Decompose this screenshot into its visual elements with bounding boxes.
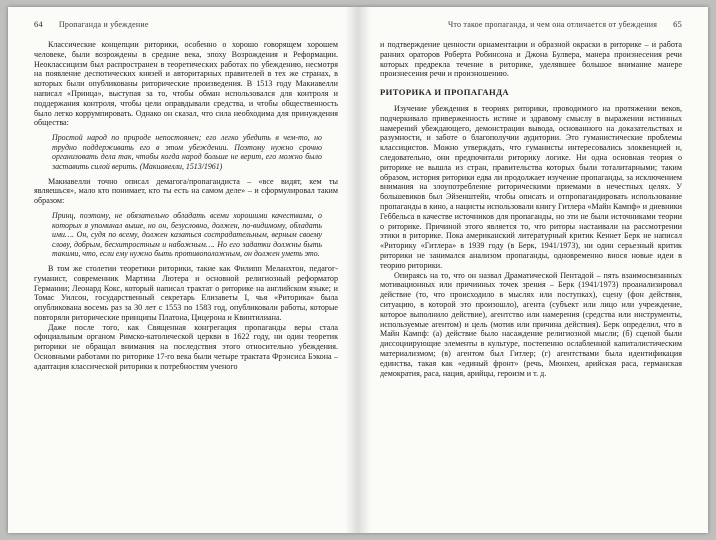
- section-heading: РИТОРИКА И ПРОПАГАНДА: [380, 87, 509, 98]
- paragraph: Классические концепции риторики, особенно о хорошо говорящем хорошем человеке, были возрождены в средние века, эпоху Возрождения и Реформации. Неоклассицизм был распространен в теоретических работах по убеждению, несмотря на появление деспотических князей и авторитарных правителей в тех же странах, в которых были опубликованы риторические произведения. В 1513 году Макиавелли написал «Принца», выступая за то, чтобы обман использовался для контроля и поддержания контроля, чтобы цели оправдывали средства, и чтобы общественность было легко коррумпировать. Однако он сказал, что сила необходима для принуждения общества:: [34, 40, 338, 128]
- paragraph: Макиавелли точно описал демагога/пропагандиста – «все видят, кем ты являешься», мало кто понимает, кто ты есть на самом деле» – и сформулировал таким образом:: [34, 176, 338, 206]
- right-header-title: Что такое пропаганда, и чем она отличается от убеждения: [448, 20, 658, 29]
- left-page-text: [34, 40, 338, 372]
- left-page: [8, 7, 358, 533]
- block-quote: Принц, поэтому, не обязательно обладать всеми хорошими качествами, о которых я упоминал выше, но он, безусловно, должен, по-видимому, обладать ими…. Он, судя по всему, должен казаться сострадательным, верным своему слову, добрым, бесхитростным и набожным…. Но его задатки должны быть такими, что, если ему нужно быть противоположным, он должен уметь это.: [52, 210, 322, 259]
- paragraph: Даже после того, как Священная конгрегация пропаганды веры стала официальным органом Римско-католической церкви в 1622 году, ни один теоретик риторики не обращал внимания на последствия этого относительно убеждения. Основными работами по риторике 17-го века были четыре трактата Фрэнсиса Бэкона – адаптация классической риторики к потребностям ученого: [34, 322, 338, 371]
- right-page: [358, 7, 708, 533]
- left-page-number: 64: [34, 19, 43, 29]
- left-header-title: Пропаганда и убеждение: [58, 20, 149, 29]
- left-running-head: [34, 19, 338, 29]
- right-page-number: 65: [673, 19, 682, 29]
- paragraph: и подтверждение ценности орнаментации и образной окраски в риторике – и работа ранних ораторов Роберта Робинсона и Джона Булвера, манера произнесения речи которых предрекла течение в риторике, уделявшее большое внимание манере произнесения речи и произношению.: [380, 40, 682, 79]
- paragraph: Опираясь на то, что он назвал Драматической Пентадой – пять взаимосвязанных мотивационных или причинных точек зрения – Берк (1941/1973) проанализировал действие (то, что происходило в мыслях или поступках), сцену (фон действия, ситуацию, в которой это произошло), агента (субъект или лицо или учреждение, которое выполнило действие), агентство или намерения (средства или инструменты, используемые агентом) и цель (мотив или причина действия). Берк определил, что в Майн Кампф: (а) действие было насаждение религиозной мысли; (б) сценой были диссоциирующие элементы в культуре, постепенно ослабленной капиталистическим материализмом; (в) агентом был Гитлер; (г) агентствами была идентификация единства, такая как «единый фронт» (речь, Мюнхен, арийская раса, германская демократия, раса, нация, арийцы, героизм и т. д.: [380, 270, 682, 378]
- paragraph: В том же столетии теоретики риторики, такие как Филипп Меланхтон, педагог-гуманист, современник Мартина Лютера и основной религиозный реформатор Германии; Леонард Кокс, который написал трактат о риторике на английском языке; и Томас Уилсон, государственный секретарь Елизаветы I, чья «Риторика» была опубликована восемь раз за 30 лет с 1553 по 1583 год, опубликовали работы, которые повторяли риторические принципы Платона, Цицерона и Квинтилиана.: [34, 263, 338, 322]
- open-book: [8, 7, 708, 533]
- right-page-text: [380, 40, 682, 378]
- block-quote: Простой народ по природе непостоянен; его легко убедить в чем-то, но трудно поддерживать его в этом убеждении. Поэтому нужно срочно организовать дела так, чтобы когда народ больше не верит, его можно было заставить силой верить. (Макиавелли, 1513/1961): [52, 133, 322, 171]
- right-running-head: [380, 19, 682, 29]
- paragraph: Изучение убеждения в теориях риторики, проводимого на протяжении веков, подчеркивало приверженность истине и здравому смыслу в выражении истинных намерений убеждающего, демонстрации вывода, основанного на доказательствах и разумности, и заботе о благополучии аудитории. Это гуманистические проблемы классицистов. Можно утверждать, что гуманисты интересовались элоквенцией и, следовательно, они предпочитали риторику логике. Ни одна основная теория о риторике не вышла из стран, правительства которых были тоталитарными; таким образом, история риторики едва ли продолжает изучение пропаганды, за исключением внимания на злоупотребление риторическими приемами в нечестных целях. У большевиков был Эйзенштейн, чтобы описать и отпропагандировать использование пропаганды в кино, а нацисты использовали книгу Гитлера «Майн Кампф» и дневники Геббельса в качестве источников для пропаганды, но эти не были источниками теории о риторике. Причиной этого является то, что риторы настаивали на рассмотрении этики в риторике. Пока американский литературный критик Кеннет Берк не написал «Риторику «Гитлера» в 1939 году (в Берк, 1941/1973), ни один серьезный критик риторики не занимался анализом пропаганды, одновременно внося новые идеи в теорию риторики.: [380, 103, 682, 270]
